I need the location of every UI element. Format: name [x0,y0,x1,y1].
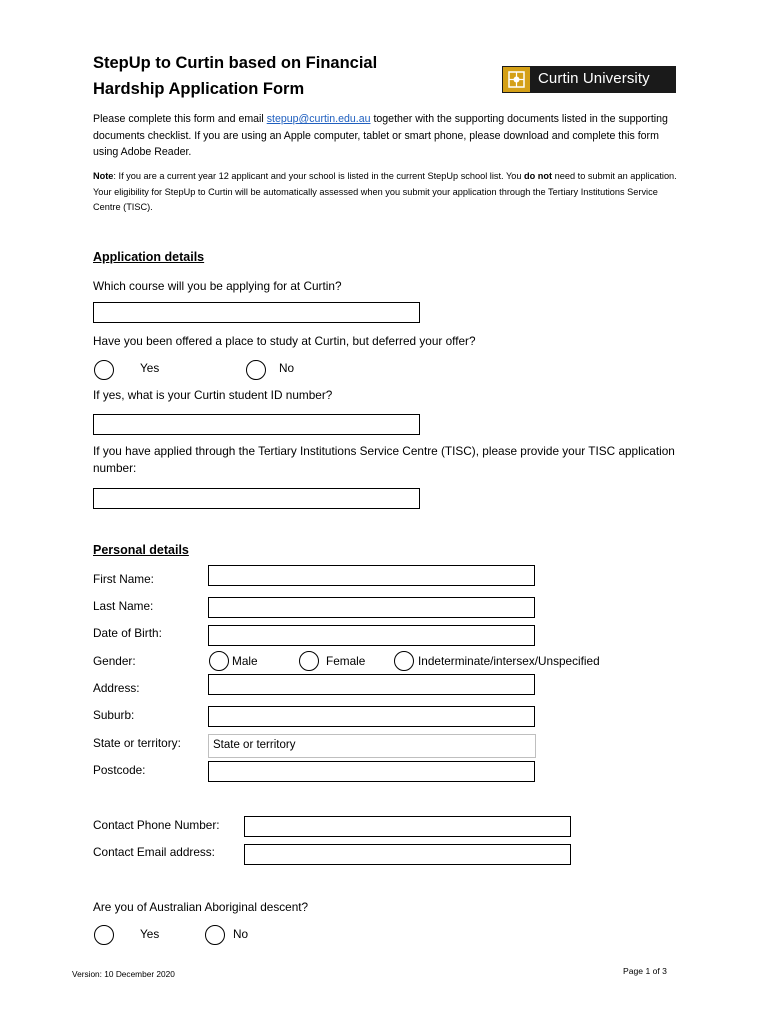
gender-male-radio[interactable] [209,651,229,671]
course-question: Which course will you be applying for at Curtin? [93,279,342,293]
first-name-input[interactable] [208,565,535,586]
email-link[interactable]: stepup@curtin.edu.au [266,113,371,125]
suburb-label: Suburb: [93,708,135,722]
first-name-label: First Name: [93,572,154,586]
deferred-no-radio[interactable] [246,360,266,380]
note-emphasis: do not [524,171,553,181]
curtin-logo [502,66,676,93]
aboriginal-yes-radio[interactable] [94,925,114,945]
course-input[interactable] [93,302,420,323]
dob-label: Date of Birth: [93,626,162,640]
intro-text-cont: together with the supporting documents listed in the supporting documents checklist. If you are using an Apple computer, tablet or smart phone, please download and complete this form using Adobe Reader. [93,113,668,158]
student-id-input[interactable] [93,414,420,435]
intro-paragraph [93,111,679,161]
aboriginal-question: Are you of Australian Aboriginal descent? [93,900,309,914]
logo-text: Curtin University [538,70,650,87]
postcode-label: Postcode: [93,763,146,777]
aboriginal-yes-label: Yes [140,927,160,941]
gender-other-radio[interactable] [394,651,414,671]
note-label: Note [93,171,114,181]
form-title: StepUp to Curtin based on Financial Hardship Application Form [93,54,378,98]
email-label: Contact Email address: [93,845,215,859]
application-heading: Application details [93,250,205,264]
crest-icon [503,67,530,92]
tisc-question: If you have applied through the Tertiary Institutions Service Centre (TISC), please provide your TISC application number: [93,444,675,475]
gender-male-label: Male [232,654,258,668]
note-text: : If you are a current year 12 applicant and your school is listed in the current StepUp school list. You [113,171,525,181]
gender-female-label: Female [326,654,366,668]
deferred-no-label: No [279,361,295,375]
aboriginal-no-radio[interactable] [205,925,225,945]
address-label: Address: [93,681,140,695]
email-input[interactable] [244,844,571,865]
last-name-input[interactable] [208,597,535,618]
page-number: Page 1 of 3 [623,966,667,976]
gender-label: Gender: [93,654,136,668]
deferred-yes-radio[interactable] [94,360,114,380]
phone-label: Contact Phone Number: [93,818,220,832]
note-paragraph [93,169,679,216]
student-id-question: If yes, what is your Curtin student ID number? [93,388,333,402]
phone-input[interactable] [244,816,571,837]
version-text: Version: 10 December 2020 [72,969,175,979]
deferred-question: Have you been offered a place to study at Curtin, but deferred your offer? [93,334,476,348]
gender-female-radio[interactable] [299,651,319,671]
state-label: State or territory: [93,736,181,750]
last-name-label: Last Name: [93,599,154,613]
personal-heading: Personal details [93,543,189,557]
suburb-input[interactable] [208,706,535,727]
tisc-input[interactable] [93,488,420,509]
state-select[interactable]: State or territory [208,734,536,758]
address-input[interactable] [208,674,535,695]
postcode-input[interactable] [208,761,535,782]
dob-input[interactable] [208,625,535,646]
note-text-cont: need to submit an application. Your eligibility for StepUp to Curtin will be automatically assessed when you submit your application through the Tertiary Institutions Service Centre (TISC). [93,171,677,212]
aboriginal-no-label: No [233,927,249,941]
deferred-yes-label: Yes [140,361,160,375]
intro-text: Please complete this form and email [93,113,267,125]
gender-other-label: Indeterminate/intersex/Unspecified [418,654,600,668]
